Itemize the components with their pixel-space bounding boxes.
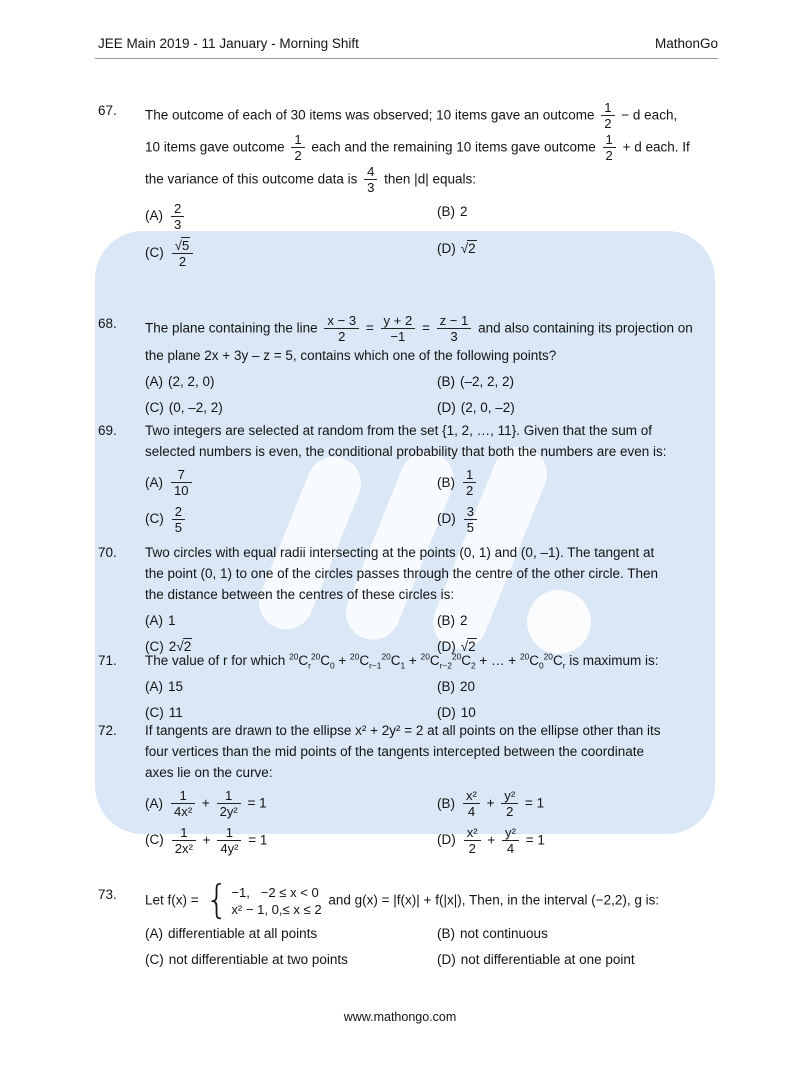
option-label: (C): [145, 705, 164, 720]
question-body: [145, 420, 728, 536]
option-label: (A): [145, 474, 163, 490]
subscript: r: [308, 660, 311, 671]
question-number: 68.: [98, 316, 117, 331]
fraction-denominator: 4: [506, 841, 515, 857]
option-label: (A): [145, 795, 163, 811]
superscript: 20: [381, 651, 391, 662]
page-header: [98, 36, 718, 51]
option-label: (D): [437, 399, 456, 415]
fraction-denominator: 2: [294, 148, 302, 164]
option-item: (A) (2, 2, 0): [145, 373, 215, 389]
fraction-numerator: x²: [463, 788, 480, 804]
fraction-numerator: 1: [463, 467, 476, 483]
fraction-denominator: 3: [174, 217, 182, 233]
fraction-numerator: 7: [171, 467, 192, 483]
question-item: [98, 878, 728, 970]
options-grid: [145, 371, 728, 418]
option-item: (A) 15: [145, 679, 184, 694]
fraction-denominator: 2: [605, 148, 613, 164]
fraction: [464, 504, 477, 536]
question-line: Two circles with equal radii intersecting at the points (0, 1) and (0, –1). The tangent at: [145, 545, 655, 560]
radical-icon: √: [460, 240, 469, 256]
question-body: [145, 878, 728, 970]
radicand: 2: [183, 639, 192, 654]
option-item: (D) $\frac{\text{x²}}{2}$ + $\frac{\text{y²}}{4}$ = 1: [437, 824, 545, 857]
brace-icon: {: [205, 878, 229, 923]
fraction-numerator: 1: [291, 132, 304, 148]
fraction-denominator: 2x²: [174, 841, 193, 857]
fraction-denominator: 2: [338, 329, 346, 345]
exam-title: JEE Main 2019 - 11 January - Morning Shift: [98, 36, 359, 51]
question-body: [145, 542, 728, 657]
option-label: (D): [437, 952, 456, 968]
option-label: (A): [145, 373, 163, 389]
fraction-numerator: y + 2: [381, 313, 416, 329]
options-grid: [145, 923, 728, 970]
question-item: [98, 720, 728, 857]
question-line: If tangents are drawn to the ellipse x² + 2y² = 2 at all points on the ellipse other than its: [145, 723, 661, 738]
fraction: [171, 467, 192, 499]
fraction-numerator: 1: [217, 788, 241, 804]
question-line: The outcome of each of 30 items was observed; 10 items gave an outcome $\frac{1}{2}$ − d each,: [145, 100, 678, 132]
fraction: [502, 825, 519, 857]
question-line: 10 items gave outcome $\frac{1}{2}$ each and the remaining 10 items gave outcome $\frac{1}{2}$ + d each. If: [145, 131, 690, 164]
option-label: (C): [145, 245, 164, 260]
question-body: [145, 720, 728, 857]
header-divider: [95, 58, 718, 59]
fraction-denominator: 2y²: [219, 804, 238, 820]
superscript: 20: [350, 651, 360, 662]
fraction: [172, 825, 196, 857]
cases-row: x² − 1, 0,≤ x ≤ 2: [231, 902, 322, 918]
fraction-denominator: 4x²: [174, 804, 193, 820]
question-item: [98, 313, 728, 418]
option-item: (C) (0, –2, 2): [145, 399, 223, 415]
question-body: [145, 650, 728, 723]
option-label: (A): [145, 613, 163, 628]
fraction-denominator: 2: [506, 804, 514, 820]
fraction: [437, 313, 472, 345]
fraction: [172, 504, 185, 536]
question-number: 71.: [98, 653, 117, 668]
radical-icon: √: [460, 639, 469, 654]
option-item: (C) 2√2: [145, 639, 192, 654]
question-line: selected numbers is even, the conditional probability that both the numbers are even is:: [145, 444, 667, 459]
piecewise-cases: [205, 878, 322, 923]
fraction: [381, 313, 416, 345]
fraction: [603, 132, 616, 164]
subscript: r: [562, 660, 566, 671]
fraction-denominator: 5: [174, 520, 183, 536]
option-label: (C): [145, 832, 164, 848]
fraction-numerator: y²: [502, 825, 519, 841]
option-label: (C): [145, 399, 164, 415]
option-item: (D) (2, 0, –2): [437, 399, 515, 415]
fraction: [217, 788, 241, 820]
options-grid: [145, 201, 728, 270]
superscript: 20: [543, 651, 553, 662]
option-item: (D) not differentiable at one point: [437, 952, 635, 968]
option-label: (D): [437, 639, 456, 654]
fraction-numerator: 2: [172, 504, 185, 520]
superscript: 20: [420, 651, 430, 662]
sqrt-expression: [461, 241, 477, 256]
option-item: [437, 238, 728, 270]
option-item: (B) 20: [437, 679, 476, 694]
question-line: the variance of this outcome data is $\frac{4}{3}$ then |d| equals:: [145, 163, 476, 196]
fraction-denominator: 3: [367, 180, 375, 196]
option-item: [145, 504, 437, 536]
option-label: (C): [145, 639, 164, 654]
fraction-numerator: y²: [501, 788, 518, 804]
fraction: [324, 313, 359, 345]
question-line: the point (0, 1) to one of the circles passes through the centre of the other circle. Then: [145, 566, 659, 581]
question-line: the distance between the centres of these circles is:: [145, 587, 455, 602]
radicand: 5: [181, 237, 190, 253]
question-line: axes lie on the curve:: [145, 765, 273, 780]
option-item: (C) 11: [145, 705, 183, 720]
option-label: (A): [145, 679, 163, 694]
subscript: 2: [471, 660, 476, 671]
fraction: [464, 825, 481, 857]
fraction-numerator: 1: [171, 788, 195, 804]
fraction-numerator: x − 3: [324, 313, 359, 329]
option-label: (B): [437, 795, 455, 811]
fraction: [217, 825, 241, 857]
fraction: [601, 100, 614, 132]
option-label: (D): [437, 511, 456, 527]
option-item: (A) differentiable at all points: [145, 926, 318, 942]
option-label: (A): [145, 926, 163, 942]
options-grid: [145, 788, 728, 857]
option-label: (C): [145, 511, 164, 527]
fraction-numerator: 1: [601, 100, 614, 116]
option-item: (C) not differentiable at two points: [145, 952, 348, 968]
superscript: 20: [519, 651, 530, 662]
question-number: 67.: [98, 103, 117, 118]
fraction-numerator: [172, 238, 193, 254]
fraction-denominator: 4: [467, 804, 476, 820]
fraction: [364, 164, 377, 196]
subscript: 1: [400, 660, 406, 671]
sqrt-expression: [175, 238, 190, 253]
fraction: [463, 788, 480, 820]
fraction-denominator: 4y²: [220, 841, 239, 857]
option-item: [437, 467, 728, 499]
footer-url: www.mathongo.com: [343, 1010, 457, 1024]
option-item: [437, 504, 728, 536]
fraction-numerator: 4: [364, 164, 377, 180]
option-item: (B) not continuous: [437, 926, 548, 942]
fraction-numerator: z − 1: [437, 313, 472, 329]
question-line: four vertices than the mid points of the tangents intercepted between the coordinate: [145, 744, 645, 759]
question-item: [98, 650, 728, 723]
question-number: 73.: [98, 887, 117, 902]
question-number: 72.: [98, 723, 117, 738]
option-label: (D): [437, 705, 456, 720]
option-item: [145, 238, 437, 270]
fraction-denominator: 2: [604, 116, 612, 132]
option-label: (B): [437, 474, 455, 490]
fraction-denominator: 3: [450, 329, 458, 345]
option-label: (C): [145, 952, 164, 968]
question-body: [145, 313, 728, 418]
option-item: (B) $\frac{\text{x²}}{4}$ + $\frac{\text{y²}}{2}$ = 1: [437, 788, 545, 820]
option-label: (B): [437, 613, 455, 628]
question-number: 70.: [98, 545, 117, 560]
radicand: 2: [468, 639, 476, 654]
option-label: (D): [437, 240, 456, 256]
superscript: 20: [310, 651, 321, 662]
question-body: [145, 100, 728, 269]
fraction: [172, 238, 193, 270]
fraction-denominator: 2: [466, 483, 474, 499]
fraction-numerator: x²: [464, 825, 481, 841]
question-item: [98, 420, 728, 536]
option-label: (A): [145, 208, 163, 224]
option-label: (B): [437, 373, 455, 389]
fraction-numerator: 1: [603, 132, 616, 148]
option-item: (A) $\frac{1}{\text{4x²}}$ + $\frac{1}{\text{2y²}}$ = 1: [145, 788, 267, 820]
subscript: 0: [330, 660, 335, 671]
superscript: 20: [451, 651, 462, 662]
fraction-numerator: 1: [217, 825, 241, 841]
fraction-denominator: 10: [174, 483, 189, 499]
fraction: [171, 788, 195, 820]
fraction-denominator: 2: [178, 253, 187, 269]
fraction-denominator: 5: [466, 520, 475, 536]
option-item: (B) (–2, 2, 2): [437, 373, 515, 389]
option-label: (B): [437, 679, 455, 694]
option-item: (A) 1: [145, 613, 176, 628]
question-item: [98, 542, 728, 657]
fraction: [501, 788, 518, 820]
option-label: (B): [437, 203, 455, 219]
options-grid: [145, 467, 728, 536]
option-label: (B): [437, 926, 455, 942]
cases-row: −1, −2 ≤ x < 0: [231, 885, 319, 901]
fraction-denominator: 2: [468, 841, 476, 857]
question-number: 69.: [98, 423, 117, 438]
option-item: (D) 10: [437, 705, 476, 720]
subscript: 0: [539, 660, 544, 671]
option-item: (B) 2: [437, 203, 468, 219]
question-line: the plane 2x + 3y – z = 5, contains which one of the following points?: [145, 347, 557, 363]
fraction: [291, 132, 304, 164]
question-line: The value of r for which $^{20}C_r^{20}C_0 + ^{20}C_{r-1}^{20}C_1 + ^{20}C_{r-2}^{20}C_2$ + … + $^{20}C_0^{20}C_r$ is maximum is:: [145, 651, 659, 671]
question-line: Two integers are selected at random from the set {1, 2, …, 11}. Given that the sum of: [145, 423, 653, 438]
option-item: (C) $\frac{1}{\text{2x²}}$ + $\frac{1}{\text{4y²}}$ = 1: [145, 824, 268, 857]
fraction: [463, 467, 476, 499]
question-line: Let f(x) = { −1, −2 ≤ x < 0 x² − 1, 0,≤ x ≤ 2 and g(x) = |f(x)| + f(|x|), Then, in the interval (−2,2), g is:: [145, 878, 660, 923]
option-item: [145, 201, 437, 233]
fraction: [171, 201, 184, 233]
subscript: r−1: [369, 660, 382, 671]
radical-icon: √: [176, 639, 184, 654]
radical-icon: √: [174, 237, 182, 253]
question-item: [98, 100, 728, 269]
page-footer: [0, 1010, 800, 1024]
option-item: (B) 2: [437, 613, 468, 628]
option-label: (D): [437, 832, 456, 848]
fraction-numerator: 1: [172, 825, 196, 841]
cases-rows: [231, 884, 321, 918]
options-grid: [145, 676, 728, 723]
fraction-denominator: −1: [390, 329, 406, 345]
radicand: 2: [468, 240, 476, 256]
question-line: The plane containing the line $\frac{x - 3}{2}$ = $\frac{y + 2}{-1}$ = $\frac{z - 1}{3}$ and also containing its projection on: [145, 313, 693, 345]
brand-name: MathonGo: [654, 36, 718, 51]
subscript: r−2: [439, 660, 452, 671]
option-item: [145, 467, 437, 499]
fraction-numerator: 3: [464, 504, 477, 520]
fraction-numerator: 2: [171, 201, 184, 217]
superscript: 20: [289, 651, 299, 662]
